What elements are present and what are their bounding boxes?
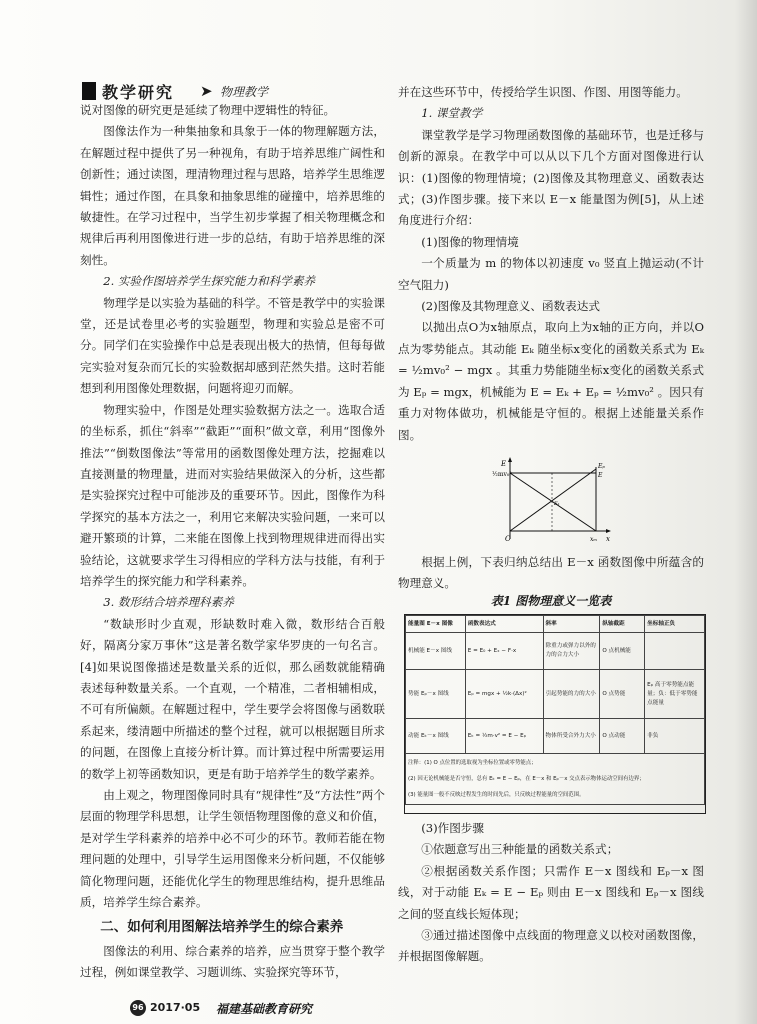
paragraph: ①依题意写出三种能量的函数关系式； [421, 842, 619, 857]
cell: O 点动能 [600, 719, 645, 754]
paragraph: (3)作图步骤 [421, 821, 484, 835]
paragraph: 由上观之，物理图像同时具有“规律性”及“方法性”两个层面的物理学科思想，让学生领悟物理图像的意义和价值，是对学生学科素养的培养中必不可少的环节。教师若能在物理问题的处理中，引导学生运用图像来分析问题，不仅能够简化物理问题，还能优化学生的物理思维结构，提升思维品质，培养学生综合素养。 [80, 788, 385, 910]
paragraph: (2)图像及其物理意义、函数表达式 [421, 299, 600, 314]
left-column [80, 100, 385, 984]
page-footer [130, 1000, 430, 1018]
table-row [406, 719, 705, 754]
section-heading: 2. 实验作图培养学生探究能力和科学素养 [103, 274, 316, 289]
th-slope: 斜率 [543, 616, 600, 633]
th-intercept: 纵轴截距 [600, 616, 645, 633]
right-column-mid [398, 552, 704, 595]
fig-xm-label: xₘ [590, 536, 598, 543]
th-sign: 坐标轴正负 [645, 616, 705, 633]
note-3: (3) 能量图一般不反映过程发生的时间先后，只反映过程能量的空间范围。 [408, 792, 585, 798]
table-notes [406, 754, 705, 805]
table-row [406, 633, 705, 670]
cell: Eₚ = mgx + ½k·(Δx)² [465, 670, 543, 719]
fig-k-label: Eₖ [554, 501, 560, 507]
fig-e-label: E [598, 472, 603, 479]
paragraph: 课堂教学是学习物理函数图像的基础环节，也是迁移与创新的源泉。在教学中可以从以下几个方面对图像进行认识：(1)图像的物理情境；(2)图像及其物理意义、函数表达式；(3)作图步骤。接下来以 E－x 能量图为例[5]，从上述角度进行介绍： [398, 127, 704, 228]
journal-name: 福建基础教育研究 [216, 1002, 313, 1016]
section-heading: 二、如何利用图解法培养学生的综合素养 [100, 919, 344, 936]
right-column-top [398, 82, 704, 446]
page-number: 96 [130, 1000, 146, 1016]
cell: O 点机械能 [600, 633, 645, 670]
table-row [406, 670, 705, 719]
paragraph: ②根据函数关系作图；只需作 E－x 图线和 Eₚ－x 图线，对于动能 Eₖ = E − Eₚ 则由 E－x 图线和 Eₚ－x 图线之间的竖直线长短体现； [398, 863, 704, 921]
paragraph: 物理实验中，作图是处理实验数据方法之一。选取合适的坐标系，抓住“斜率”“截距”“面积”做文章，利用“图像外推法”“倒数图像法”等常用的函数图像处理方法，挖掘难以直接测量的物理量，进而对实验结果做深入的分析，这些都是实验探究过程中可能涉及的重要环节。因此，图像作为科学探究的基本方法之一，利用它来解决实验问题，一来可以避开繁琐的计算，二来能在图像上找到物理规律进而得出实验结论，这就要求学生习得相应的学科方法与技能，有利于培养学生的探究能力和学科素养。 [80, 402, 385, 588]
cell: 除重力或弹力以外的力的合力大小 [543, 633, 600, 670]
cell: E = E₀ + Eₓ − F·x [465, 633, 543, 670]
fig-y-label: E [501, 460, 507, 468]
section-heading: 1. 课堂教学 [421, 106, 483, 121]
table-header-row [406, 616, 705, 633]
x-axis-arrow-icon [606, 529, 611, 533]
right-column-bottom [398, 818, 704, 968]
cell: 引起势能的力的大小 [543, 670, 600, 719]
page-edge-shadow [735, 0, 757, 1024]
note-2: (2) 因无论机械能是否守恒，总有 Eₖ = E − Eₚ，在 E－x 和 Eₚ－x 交点表示物体运动空间有边界； [408, 776, 645, 782]
paragraph: 并在这些环节中，传授给学生识图、作图、用图等能力。 [398, 85, 688, 99]
paragraph: (1)图像的物理情境 [421, 234, 519, 249]
cell: 势能 Eₚ－x 图线 [406, 670, 466, 719]
cell: 物体所受合外力大小 [543, 719, 600, 754]
cell [645, 633, 705, 670]
th-function: 函数表达式 [465, 616, 543, 633]
table-notes-row [406, 754, 705, 805]
header-section: 物理教学 [220, 85, 269, 99]
table-caption: 表1 图物理意义一览表 [490, 594, 612, 608]
paragraph: 说对图像的研究更是延续了物理中逻辑性的特征。 [80, 103, 336, 117]
paragraph: 图像法的利用、综合素养的培养，应当贯穿于整个教学过程，例如课堂教学、习题训练、实验探究等环节， [80, 943, 385, 980]
fig-top-label: ½mv₀² [492, 471, 512, 478]
cell: Eₚ 高于零势能点能量；负：低于零势能点能量 [645, 670, 705, 719]
y-axis-arrow-icon [508, 457, 512, 462]
cell: Eₖ = ½m·v² = E − Eₚ [465, 719, 543, 754]
paragraph: “数缺形时少直观，形缺数时难入微，数形结合百般好，隔离分家万事休”这是著名数学家华罗庚的一句名言。[4]如果说图像描述是数量关系的近似，那么函数就能精确表述每种数量关系。一个直观，一个精准，二者相辅相成，不可有所偏颇。在解题过程中，学生要学会将图像与函数联系起来，缕清题中所描述的整个过程，就可以根据题目所求的问题，在图像上直接分析计算。而计算过程中所需要运用的数学上初等函数知识，更是有助于培养学生的数学素养。 [80, 616, 385, 781]
section-heading: 3. 数形结合培养理科素养 [103, 595, 234, 610]
fig-ep-label: Eₚ [598, 463, 605, 470]
paragraph: 物理学是以实验为基础的科学。不管是教学中的实验课堂，还是试卷里必考的实验题型，物理和实验总是密不可分。同学们在实验操作中总是表现出极大的热情，但每每做完实验对复杂而冗长的实验数据却感到茫然失措。这时若能想到利用图像处理数据，问题将迎刃而解。 [80, 295, 385, 396]
cell: 动能 Eₖ－x 图线 [406, 719, 466, 754]
energy-figure [492, 455, 614, 545]
paragraph: 以抛出点O为x轴原点，取向上为x轴的正方向，并以O点为零势能点。其动能 Eₖ 随坐标x变化的函数关系式为 Eₖ = ½mv₀² − mgx 。其重力势能随坐标x变化的函数关系式为 Eₚ = mgx，机械能为 E = Eₖ + Eₚ = ½mv₀² 。因只有重力对物体做功，机械能是守恒的。根据上述能量关系作图。 [398, 320, 704, 442]
note-1: 注释：(1) O 点位置的选取视为坐标位置或零势能点； [408, 760, 537, 766]
paragraph: 一个质量为 m 的物体以初速度 v₀ 竖直上抛运动(不计空气阻力) [398, 256, 704, 292]
cell: 非负 [645, 719, 705, 754]
cell: O 点势能 [600, 670, 645, 719]
issue-label: 2017·05 [150, 1001, 201, 1014]
fig-origin-label: O [505, 535, 511, 543]
header-block-icon [82, 82, 96, 100]
meaning-table [404, 614, 706, 814]
fig-x-label: x [606, 535, 610, 543]
cell: 机械能 E－x 图线 [406, 633, 466, 670]
paragraph: ③通过描述图像中点线面的物理意义以校对函数图像，并根据图像解题。 [398, 928, 704, 964]
paragraph: 图像法作为一种集抽象和具象于一体的物理解题方法，在解题过程中提供了另一种视角，有助于培养思维广阔性和创新性；通过读图，理清物理过程与思路，培养学生思维逻辑性；通过作图，在具象和抽象思维的碰撞中，培养思维的敏捷性。在学习过程中，当学生初步掌握了相关物理概念和规律后再利用图像进行进一步的总结，有助于培养思维的深刻性。 [80, 124, 385, 267]
header-chevron-icon: ➤ [200, 82, 213, 100]
header-title: 教学研究 [102, 83, 175, 102]
paragraph: 根据上例，下表归纳总结出 E－x 函数图像中所蕴含的物理意义。 [398, 555, 704, 591]
th-graph: 能量图 E－x 图像 [406, 616, 466, 633]
